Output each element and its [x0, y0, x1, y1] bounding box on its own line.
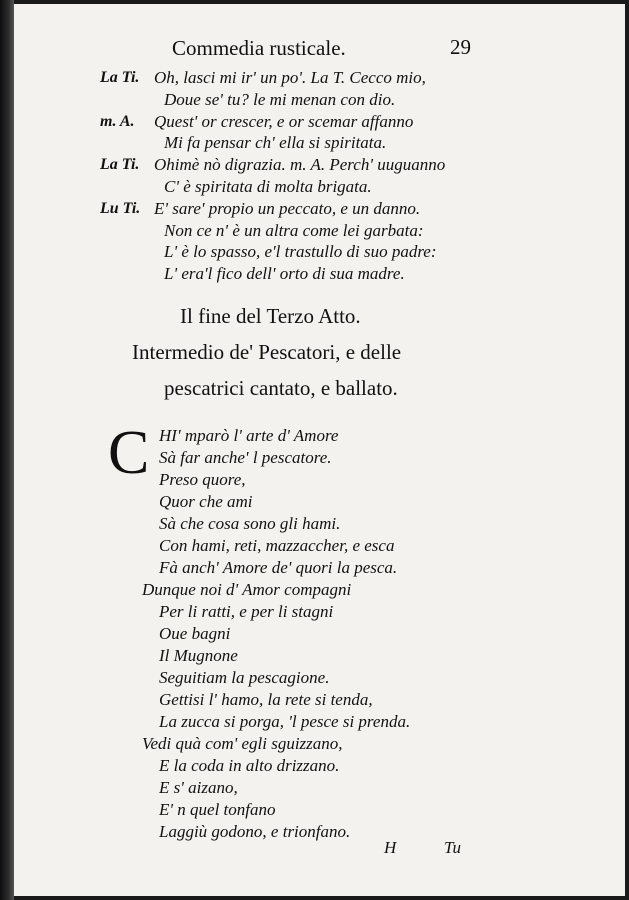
dialogue-line: Doue se' tu? le mi menan con dio. [164, 90, 396, 109]
verse-line: Sà che cosa sono gli hami. [159, 514, 341, 533]
verse-line: E s' aizano, [159, 778, 238, 797]
verse-line: Vedi quà com' egli sguizzano, [142, 734, 343, 753]
dialogue-line: C' è spiritata di molta brigata. [164, 177, 372, 196]
speaker-label: La Ti. [100, 69, 140, 86]
verse-line: La zucca si porga, 'l pesce si prenda. [159, 712, 411, 731]
dialogue-line: L' è lo spasso, e'l trastullo di suo padre: [164, 242, 437, 261]
verse-line: Fà anch' Amore de' quori la pesca. [159, 558, 398, 577]
verse-line: Laggiù godono, e trionfano. [159, 822, 351, 841]
verse-line: Per li ratti, e per li stagni [159, 602, 334, 621]
signature-mark: H [384, 838, 397, 857]
book-page [14, 4, 625, 896]
verse-line: E' n quel tonfano [159, 800, 276, 819]
verse-line: Preso quore, [159, 470, 246, 489]
verse-line: Gettisi l' hamo, la rete si tenda, [159, 690, 373, 709]
dialogue-line: E' sare' propio un peccato, e un danno. [154, 199, 421, 218]
intermezzo-title: Intermedio de' Pescatori, e delle [132, 340, 402, 364]
verse-line: Seguitiam la pescagione. [159, 668, 330, 687]
verse-line: Con hami, reti, mazzaccher, e esca [159, 536, 395, 555]
speaker-label: m. A. [100, 113, 135, 130]
verse-line: E la coda in alto drizzano. [159, 756, 340, 775]
verse-line: HI' mparò l' arte d' Amore [159, 426, 339, 445]
dialogue-line: Non ce n' è un altra come lei garbata: [164, 221, 424, 240]
act-end-heading: Il fine del Terzo Atto. [180, 304, 361, 328]
verse-line: Il Mugnone [159, 646, 238, 665]
page-number: 29 [450, 35, 471, 59]
binding-shadow [0, 0, 14, 900]
dialogue-line: Ohimè nò digrazia. m. A. Perch' uuguanno [154, 155, 446, 174]
verse-line: Quor che ami [159, 492, 253, 511]
dialogue-line: Oh, lasci mi ir' un po'. La T. Cecco mio, [154, 68, 426, 87]
dialogue-line: Mi fa pensar ch' ella si spiritata. [164, 133, 387, 152]
speaker-label: Lu Ti. [100, 200, 141, 217]
running-head: Commedia rusticale. [172, 36, 346, 60]
drop-cap: C [108, 419, 150, 487]
dialogue-line: Quest' or crescer, e or scemar affanno [154, 112, 414, 131]
intermezzo-title: pescatrici cantato, e ballato. [164, 376, 398, 400]
speaker-label: La Ti. [100, 156, 140, 173]
dialogue-line: L' era'l fico dell' orto di sua madre. [164, 264, 405, 283]
catchword: Tu [444, 838, 462, 857]
verse-line: Dunque noi d' Amor compagni [142, 580, 352, 599]
verse-line: Oue bagni [159, 624, 231, 643]
verse-line: Sà far anche' l pescatore. [159, 448, 332, 467]
